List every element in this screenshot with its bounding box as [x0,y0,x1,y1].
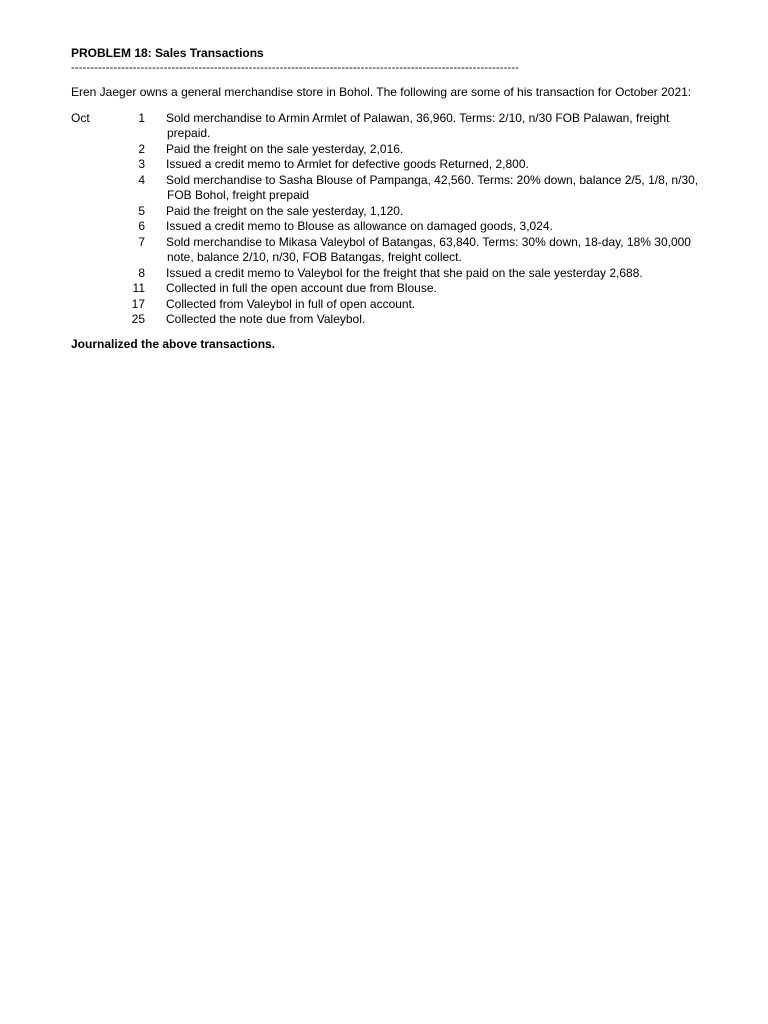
transaction-description [145,266,711,282]
transaction-description-line: Sold merchandise to Armin Armlet of Palawan, 36,960. Terms: 2/10, n/30 FOB Palawan, freight [166,110,670,125]
transaction-day: 25 [131,312,145,326]
transaction-description [145,219,711,235]
transaction-description [145,173,711,204]
transaction-row [71,281,711,297]
transaction-description-line: prepaid. [167,126,211,140]
transaction-description [145,312,711,328]
document-page [71,46,711,352]
transaction-day: 5 [138,203,145,218]
transaction-day: 6 [138,219,145,233]
transaction-day: 4 [138,172,145,187]
transaction-description [145,111,711,142]
separator-line: -------------------------------------------------------------------------------------------------------------------- [71,62,520,74]
transaction-day: 17 [131,296,145,311]
transaction-description [145,235,711,266]
transaction-description-line: Issued a credit memo to Armlet for defective goods Returned, 2,800. [166,157,529,171]
transaction-row [71,111,711,142]
transaction-description [145,281,711,297]
transaction-description-line: Sold merchandise to Mikasa Valeybol of Batangas, 63,840. Terms: 30% down, 18-day, 18% 30,000 [166,234,691,249]
transaction-row [71,157,711,173]
transaction-description-line: FOB Bohol, freight prepaid [167,188,310,202]
transaction-row [71,204,711,220]
problem-title: PROBLEM 18: Sales Transactions [71,46,264,60]
transaction-description-line: Paid the freight on the sale yesterday, 1,120. [166,203,404,218]
transaction-row [71,235,711,266]
transaction-day: 7 [138,234,145,249]
transaction-description [145,142,711,158]
transaction-description-line: Collected from Valeybol in full of open account. [166,296,416,311]
transaction-row [71,219,711,235]
transaction-description [145,204,711,220]
instruction-text: Journalized the above transactions. [71,336,276,351]
transaction-description-line: Issued a credit memo to Valeybol for the freight that she paid on the sale yesterday 2,688. [166,265,643,280]
transaction-day: 2 [138,141,145,156]
transaction-list [71,111,711,328]
transaction-row [71,173,711,204]
transaction-day: 8 [138,265,145,280]
transaction-day: 3 [138,157,145,171]
transaction-description [145,297,711,313]
transaction-description [145,157,711,173]
transaction-description-line: Collected the note due from Valeybol. [166,312,366,326]
transaction-day: 11 [132,281,145,295]
month-label: Oct [71,110,90,125]
transaction-description-line: Collected in full the open account due from Blouse. [166,281,437,295]
intro-paragraph: Eren Jaeger owns a general merchandise store in Bohol. The following are some of his transaction for October 2021: [71,85,692,99]
transaction-description-line: Issued a credit memo to Blouse as allowance on damaged goods, 3,024. [166,219,553,233]
transaction-day: 1 [138,110,145,125]
transaction-row [71,297,711,313]
transaction-row [71,312,711,328]
transaction-description-line: Paid the freight on the sale yesterday, 2,016. [166,141,404,156]
transaction-description-line: note, balance 2/10, n/30, FOB Batangas, freight collect. [167,250,462,264]
transaction-row [71,142,711,158]
transaction-row [71,266,711,282]
transaction-description-line: Sold merchandise to Sasha Blouse of Pampanga, 42,560. Terms: 20% down, balance 2/5, 1/8, n/30, [166,172,699,187]
